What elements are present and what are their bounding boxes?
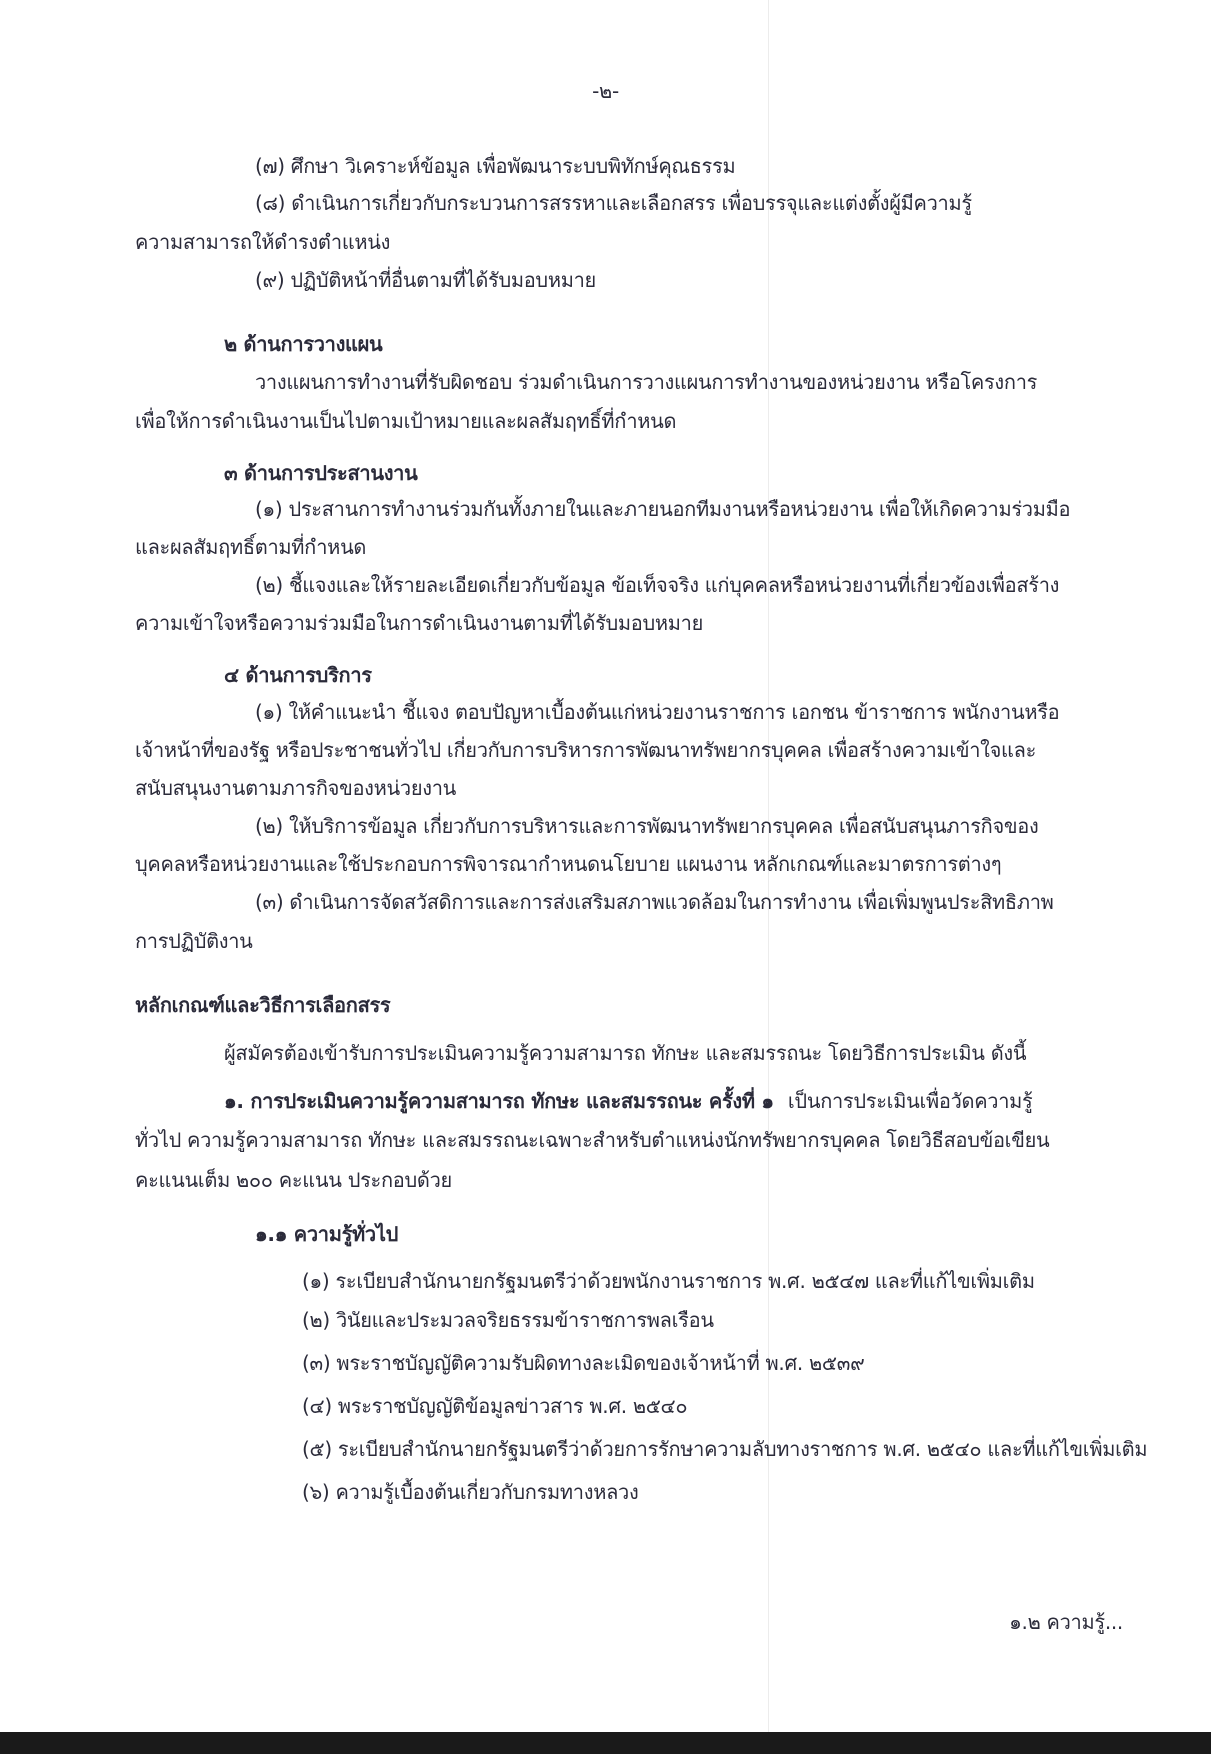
duty-item-7: (๗) ศึกษา วิเคราะห์ข้อมูล เพื่อพัฒนาระบบพิทักษ์คุณธรรม xyxy=(255,154,736,178)
page-number: -๒- xyxy=(592,79,619,103)
planning-line: เพื่อให้การดำเนินงานเป็นไปตามเป้าหมายและผลสัมฤทธิ์ที่กำหนด xyxy=(135,409,677,433)
round1-line-cont: คะแนนเต็ม ๒๐๐ คะแนน ประกอบด้วย xyxy=(135,1168,452,1192)
general-knowledge-item: (๑) ระเบียบสำนักนายกรัฐมนตรีว่าด้วยพนักงานราชการ พ.ศ. ๒๕๔๗ และที่แก้ไขเพิ่มเติม xyxy=(302,1269,1035,1293)
service-line: (๓) ดำเนินการจัดสวัสดิการและการส่งเสริมสภาพแวดล้อมในการทำงาน เพื่อเพิ่มพูนประสิทธิภาพ xyxy=(255,890,1054,914)
coordination-heading: ๓ ด้านการประสานงาน xyxy=(224,461,418,485)
scan-bottom-edge xyxy=(0,1732,1211,1754)
service-line: การปฏิบัติงาน xyxy=(135,929,253,953)
service-heading: ๔ ด้านการบริการ xyxy=(224,663,372,687)
round1-title: ๑. การประเมินความรู้ความสามารถ ทักษะ และสมรรถนะ ครั้งที่ ๑ xyxy=(224,1089,774,1113)
general-knowledge-item: (๒) วินัยและประมวลจริยธรรมข้าราชการพลเรือน xyxy=(302,1308,714,1332)
planning-heading: ๒ ด้านการวางแผน xyxy=(224,332,383,356)
general-knowledge-item: (๔) พระราชบัญญัติข้อมูลข่าวสาร พ.ศ. ๒๕๔๐ xyxy=(302,1394,688,1418)
general-knowledge-item: (๕) ระเบียบสำนักนายกรัฐมนตรีว่าด้วยการรักษาความลับทางราชการ พ.ศ. ๒๕๔๐ และที่แก้ไขเพิ่มเติม xyxy=(302,1437,1148,1461)
coordination-line: และผลสัมฤทธิ์ตามที่กำหนด xyxy=(135,535,367,559)
coordination-line: (๒) ชี้แจงและให้รายละเอียดเกี่ยวกับข้อมูล ข้อเท็จจริง แก่บุคคลหรือหน่วยงานที่เกี่ยวข้องเพื่อสร้าง xyxy=(255,573,1060,597)
round1-line xyxy=(224,1087,1032,1115)
general-knowledge-heading: ๑.๑ ความรู้ทั่วไป xyxy=(255,1222,398,1246)
service-line: (๒) ให้บริการข้อมูล เกี่ยวกับการบริหารและการพัฒนาทรัพยากรบุคคล เพื่อสนับสนุนภารกิจของ xyxy=(255,814,1039,838)
service-line: สนับสนุนงานตามภารกิจของหน่วยงาน xyxy=(135,776,457,800)
service-line: บุคคลหรือหน่วยงานและใช้ประกอบการพิจารณากำหนดนโยบาย แผนงาน หลักเกณฑ์และมาตรการต่างๆ xyxy=(135,852,1002,876)
duty-item-8-cont: ความสามารถให้ดำรงตำแหน่ง xyxy=(135,230,391,254)
continuation-marker: ๑.๒ ความรู้... xyxy=(1009,1610,1123,1634)
service-line: (๑) ให้คำแนะนำ ชี้แจง ตอบปัญหาเบื้องต้นแก่หน่วยงานราชการ เอกชน ข้าราชการ พนักงานหรือ xyxy=(255,700,1060,724)
selection-heading: หลักเกณฑ์และวิธีการเลือกสรร xyxy=(135,993,391,1017)
selection-intro: ผู้สมัครต้องเข้ารับการประเมินความรู้ความสามารถ ทักษะ และสมรรถนะ โดยวิธีการประเมิน ดังนี้ xyxy=(224,1041,1027,1065)
round1-desc: เป็นการประเมินเพื่อวัดความรู้ xyxy=(787,1089,1033,1113)
duty-item-9: (๙) ปฏิบัติหน้าที่อื่นตามที่ได้รับมอบหมาย xyxy=(255,268,596,292)
general-knowledge-item: (๓) พระราชบัญญัติความรับผิดทางละเมิดของเจ้าหน้าที่ พ.ศ. ๒๕๓๙ xyxy=(302,1351,865,1375)
general-knowledge-item: (๖) ความรู้เบื้องต้นเกี่ยวกับกรมทางหลวง xyxy=(302,1480,639,1504)
planning-line: วางแผนการทำงานที่รับผิดชอบ ร่วมดำเนินการวางแผนการทำงานของหน่วยงาน หรือโครงการ xyxy=(255,370,1038,394)
coordination-line: (๑) ประสานการทำงานร่วมกันทั้งภายในและภายนอกทีมงานหรือหน่วยงาน เพื่อให้เกิดความร่วมมือ xyxy=(255,497,1071,521)
round1-line-cont: ทั่วไป ความรู้ความสามารถ ทักษะ และสมรรถนะเฉพาะสำหรับตำแหน่งนักทรัพยากรบุคคล โดยวิธีสอบข้อเขียน xyxy=(135,1128,1050,1152)
duty-item-8: (๘) ดำเนินการเกี่ยวกับกระบวนการสรรหาและเลือกสรร เพื่อบรรจุและแต่งตั้งผู้มีความรู้ xyxy=(255,191,972,215)
service-line: เจ้าหน้าที่ของรัฐ หรือประชาชนทั่วไป เกี่ยวกับการบริหารการพัฒนาทรัพยากรบุคคล เพื่อสร้างความเข้าใจและ xyxy=(135,738,1037,762)
coordination-line: ความเข้าใจหรือความร่วมมือในการดำเนินงานตามที่ได้รับมอบหมาย xyxy=(135,611,704,635)
